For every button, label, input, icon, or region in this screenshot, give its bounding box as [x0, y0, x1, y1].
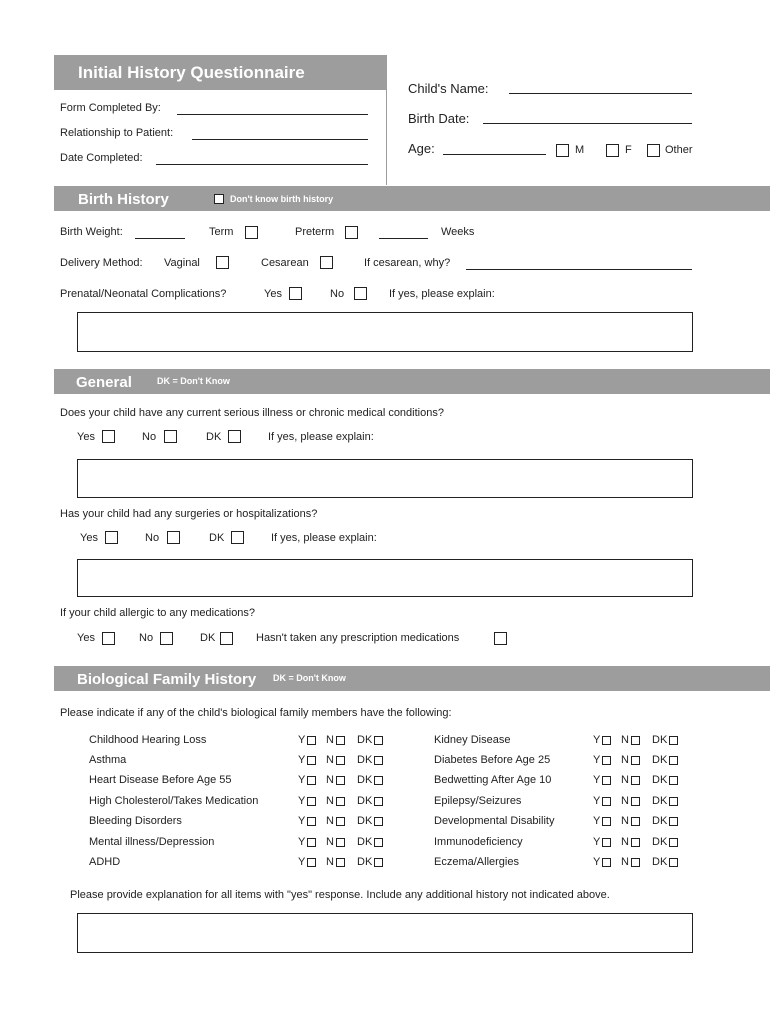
family-left-item-dk-checkbox[interactable]	[374, 756, 383, 765]
family-left-item-n-label: N	[326, 815, 334, 827]
family-left-item-n-label: N	[326, 795, 334, 807]
family-left-item-y-label: Y	[298, 795, 306, 807]
family-right-item-y-label: Y	[593, 734, 601, 746]
q3-no-label: No	[139, 632, 154, 644]
family-right-item-dk-label: DK	[652, 795, 668, 807]
family-right-item-y-checkbox[interactable]	[602, 736, 611, 745]
complications-label: Prenatal/Neonatal Complications?	[60, 288, 227, 300]
family-right-item-y-checkbox[interactable]	[602, 838, 611, 847]
family-left-item-label: Mental illness/Depression	[89, 836, 215, 848]
family-right-item-n-label: N	[621, 734, 629, 746]
q2-yes-checkbox[interactable]	[105, 531, 118, 544]
family-right-item-label: Eczema/Allergies	[434, 856, 519, 868]
family-right-item-n-checkbox[interactable]	[631, 817, 640, 826]
family-left-item-dk-checkbox[interactable]	[374, 817, 383, 826]
date-completed-field[interactable]	[156, 164, 368, 165]
family-right-item-dk-checkbox[interactable]	[669, 838, 678, 847]
family-left-item-y-checkbox[interactable]	[307, 736, 316, 745]
family-right-item-y-checkbox[interactable]	[602, 776, 611, 785]
family-left-item-y-checkbox[interactable]	[307, 838, 316, 847]
family-left-item-y-checkbox[interactable]	[307, 776, 316, 785]
family-left-item-y-checkbox[interactable]	[307, 797, 316, 806]
birth-history-title: Birth History	[78, 191, 169, 208]
family-left-item-n-label: N	[326, 774, 334, 786]
family-right-item-dk-checkbox[interactable]	[669, 776, 678, 785]
q3-yes-checkbox[interactable]	[102, 632, 115, 645]
family-right-item-n-label: N	[621, 836, 629, 848]
family-right-item-label: Immunodeficiency	[434, 836, 523, 848]
title-divider-vertical	[386, 55, 387, 185]
q1-yes-checkbox[interactable]	[102, 430, 115, 443]
vaginal-label: Vaginal	[164, 257, 200, 269]
family-left-item-dk-label: DK	[357, 836, 373, 848]
sex-m-checkbox[interactable]	[556, 144, 569, 157]
family-right-item-y-checkbox[interactable]	[602, 756, 611, 765]
sex-f-checkbox[interactable]	[606, 144, 619, 157]
q2-if-yes-label: If yes, please explain:	[271, 532, 377, 544]
family-right-item-n-checkbox[interactable]	[631, 736, 640, 745]
family-right-item-n-label: N	[621, 774, 629, 786]
family-left-item-n-checkbox[interactable]	[336, 858, 345, 867]
form-title: Initial History Questionnaire	[78, 63, 305, 82]
q3-dk-checkbox[interactable]	[220, 632, 233, 645]
family-left-item-n-checkbox[interactable]	[336, 776, 345, 785]
if-cesarean-label: If cesarean, why?	[364, 257, 451, 269]
cesarean-label: Cesarean	[261, 257, 309, 269]
general-q1: Does your child have any current serious illness or chronic medical conditions?	[60, 407, 444, 419]
family-left-item-label: Bleeding Disorders	[89, 815, 182, 827]
q2-dk-label: DK	[209, 532, 225, 544]
family-left-item-dk-label: DK	[357, 774, 373, 786]
q1-explanation-box[interactable]	[77, 459, 693, 498]
family-right-item-y-label: Y	[593, 856, 601, 868]
complications-yes-checkbox[interactable]	[289, 287, 302, 300]
family-left-item-y-label: Y	[298, 815, 306, 827]
preterm-checkbox[interactable]	[345, 226, 358, 239]
family-right-item-label: Epilepsy/Seizures	[434, 795, 522, 807]
family-right-item-n-checkbox[interactable]	[631, 776, 640, 785]
family-history-dk-note: DK = Don't Know	[273, 673, 346, 683]
family-left-item-dk-checkbox[interactable]	[374, 776, 383, 785]
family-left-item-dk-checkbox[interactable]	[374, 858, 383, 867]
family-right-item-y-label: Y	[593, 836, 601, 848]
family-left-item-y-label: Y	[298, 774, 306, 786]
family-right-item-dk-checkbox[interactable]	[669, 817, 678, 826]
term-checkbox[interactable]	[245, 226, 258, 239]
q2-no-checkbox[interactable]	[167, 531, 180, 544]
family-right-item-label: Diabetes Before Age 25	[434, 754, 551, 766]
family-left-item-dk-checkbox[interactable]	[374, 838, 383, 847]
family-right-item-n-checkbox[interactable]	[631, 838, 640, 847]
age-label: Age:	[408, 141, 435, 156]
family-right-item-n-label: N	[621, 815, 629, 827]
family-right-item-n-checkbox[interactable]	[631, 858, 640, 867]
q1-dk-label: DK	[206, 431, 222, 443]
dont-know-birth-history-checkbox[interactable]	[214, 194, 224, 204]
family-left-item-n-label: N	[326, 734, 334, 746]
q1-no-label: No	[142, 431, 157, 443]
sex-other-checkbox[interactable]	[647, 144, 660, 157]
family-left-item-label: Childhood Hearing Loss	[89, 734, 207, 746]
family-left-item-dk-label: DK	[357, 795, 373, 807]
family-left-item-n-checkbox[interactable]	[336, 756, 345, 765]
family-right-item-dk-label: DK	[652, 754, 668, 766]
complications-no-label: No	[330, 288, 345, 300]
family-right-item-dk-checkbox[interactable]	[669, 756, 678, 765]
family-explanation-label: Please provide explanation for all items with "yes" response. Include any additional history not indicated above.	[70, 889, 610, 901]
no-prescription-checkbox[interactable]	[494, 632, 507, 645]
if-cesarean-field[interactable]	[466, 269, 692, 270]
complications-explanation-box[interactable]	[77, 312, 693, 352]
relationship-field[interactable]	[192, 139, 368, 140]
family-left-item-dk-label: DK	[357, 734, 373, 746]
family-right-item-y-checkbox[interactable]	[602, 797, 611, 806]
birth-date-label: Birth Date:	[408, 111, 470, 126]
family-right-item-dk-label: DK	[652, 836, 668, 848]
no-prescription-label: Hasn't taken any prescription medications	[256, 632, 460, 644]
weeks-field[interactable]	[379, 238, 428, 239]
family-left-item-label: High Cholesterol/Takes Medication	[89, 795, 259, 807]
family-right-item-n-label: N	[621, 856, 629, 868]
q1-if-yes-label: If yes, please explain:	[268, 431, 374, 443]
family-left-item-label: Heart Disease Before Age 55	[89, 774, 232, 786]
birth-weight-label: Birth Weight:	[60, 226, 123, 238]
q2-explanation-box[interactable]	[77, 559, 693, 597]
q3-yes-label: Yes	[77, 632, 95, 644]
family-right-item-dk-label: DK	[652, 734, 668, 746]
term-label: Term	[209, 226, 234, 238]
family-right-item-y-label: Y	[593, 774, 601, 786]
family-right-item-dk-label: DK	[652, 856, 668, 868]
vaginal-checkbox[interactable]	[216, 256, 229, 269]
delivery-method-label: Delivery Method:	[60, 257, 143, 269]
family-right-item-dk-checkbox[interactable]	[669, 797, 678, 806]
date-completed-label: Date Completed:	[60, 152, 143, 164]
general-title: General	[76, 374, 132, 391]
complications-no-checkbox[interactable]	[354, 287, 367, 300]
complications-if-yes-label: If yes, please explain:	[389, 288, 495, 300]
family-left-item-y-checkbox[interactable]	[307, 817, 316, 826]
family-left-item-y-label: Y	[298, 754, 306, 766]
cesarean-checkbox[interactable]	[320, 256, 333, 269]
family-right-item-n-checkbox[interactable]	[631, 756, 640, 765]
family-left-item-dk-label: DK	[357, 754, 373, 766]
family-left-item-dk-checkbox[interactable]	[374, 797, 383, 806]
general-q3: If your child allergic to any medications?	[60, 607, 256, 619]
family-left-item-n-label: N	[326, 754, 334, 766]
family-right-item-dk-checkbox[interactable]	[669, 736, 678, 745]
family-history-intro: Please indicate if any of the child's biological family members have the following:	[60, 707, 452, 719]
birth-weight-field[interactable]	[135, 238, 185, 239]
q1-no-checkbox[interactable]	[164, 430, 177, 443]
general-header	[54, 369, 770, 394]
general-q2: Has your child had any surgeries or hospitalizations?	[60, 508, 318, 520]
family-left-item-n-checkbox[interactable]	[336, 817, 345, 826]
general-dk-note: DK = Don't Know	[157, 376, 230, 386]
family-left-item-dk-label: DK	[357, 815, 373, 827]
family-history-header	[54, 666, 770, 691]
q2-dk-checkbox[interactable]	[231, 531, 244, 544]
q2-yes-label: Yes	[80, 532, 98, 544]
family-right-item-y-label: Y	[593, 795, 601, 807]
relationship-label: Relationship to Patient:	[60, 127, 174, 139]
family-right-item-label: Bedwetting After Age 10	[434, 774, 552, 786]
q1-yes-label: Yes	[77, 431, 95, 443]
family-left-item-n-checkbox[interactable]	[336, 838, 345, 847]
family-left-item-label: ADHD	[89, 856, 121, 868]
family-right-item-n-label: N	[621, 754, 629, 766]
family-right-item-dk-checkbox[interactable]	[669, 858, 678, 867]
form-completed-by-label: Form Completed By:	[60, 102, 161, 114]
family-right-item-y-label: Y	[593, 754, 601, 766]
form-completed-by-field[interactable]	[177, 114, 368, 115]
sex-f-label: F	[625, 144, 632, 156]
sex-other-label: Other	[665, 144, 693, 156]
sex-m-label: M	[575, 144, 585, 156]
family-right-item-y-label: Y	[593, 815, 601, 827]
family-left-item-y-checkbox[interactable]	[307, 756, 316, 765]
dont-know-birth-history-label: Don't know birth history	[230, 194, 334, 204]
weeks-label: Weeks	[441, 226, 475, 238]
family-left-item-label: Asthma	[89, 754, 127, 766]
family-left-item-n-label: N	[326, 836, 334, 848]
family-history-title: Biological Family History	[77, 671, 257, 688]
preterm-label: Preterm	[295, 226, 335, 238]
family-right-item-dk-label: DK	[652, 774, 668, 786]
q3-no-checkbox[interactable]	[160, 632, 173, 645]
family-left-item-y-label: Y	[298, 856, 306, 868]
family-right-item-n-label: N	[621, 795, 629, 807]
family-right-item-dk-label: DK	[652, 815, 668, 827]
complications-yes-label: Yes	[264, 288, 282, 300]
family-left-item-dk-label: DK	[357, 856, 373, 868]
family-right-item-y-checkbox[interactable]	[602, 858, 611, 867]
family-left-item-n-checkbox[interactable]	[336, 797, 345, 806]
family-left-item-y-label: Y	[298, 836, 306, 848]
childs-name-label: Child's Name:	[408, 81, 489, 96]
q2-no-label: No	[145, 532, 160, 544]
family-right-item-label: Developmental Disability	[434, 815, 555, 827]
family-explanation-box[interactable]	[77, 913, 693, 953]
q3-dk-label: DK	[200, 632, 216, 644]
family-right-item-y-checkbox[interactable]	[602, 817, 611, 826]
family-left-item-dk-checkbox[interactable]	[374, 736, 383, 745]
family-right-item-label: Kidney Disease	[434, 734, 511, 746]
family-left-item-n-checkbox[interactable]	[336, 736, 345, 745]
family-left-item-y-label: Y	[298, 734, 306, 746]
birth-date-field[interactable]	[483, 123, 692, 124]
age-field[interactable]	[443, 154, 546, 155]
q1-dk-checkbox[interactable]	[228, 430, 241, 443]
birth-history-header	[54, 186, 770, 211]
family-right-item-n-checkbox[interactable]	[631, 797, 640, 806]
family-left-item-n-label: N	[326, 856, 334, 868]
family-left-item-y-checkbox[interactable]	[307, 858, 316, 867]
childs-name-field[interactable]	[509, 93, 692, 94]
